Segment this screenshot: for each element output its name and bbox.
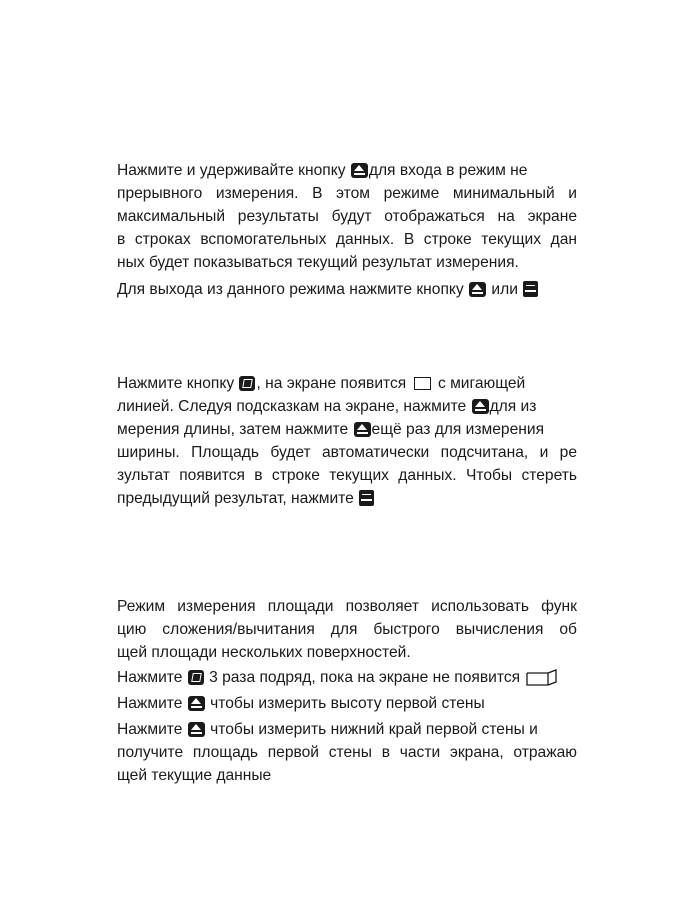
s2-text: с мигающей	[437, 375, 526, 392]
read-key-icon	[354, 422, 371, 437]
s3-line-4	[117, 667, 577, 689]
s1-line-6	[117, 279, 577, 301]
s2-text: ещё раз для измерения	[371, 421, 545, 438]
wall-area-icon	[526, 669, 558, 686]
s2-text: мерения длины, затем нажмите	[117, 421, 349, 438]
s3-text: Нажмите	[117, 695, 183, 712]
s1-text: Для выхода из данного режима нажмите кнопку	[117, 281, 464, 298]
s3-line-8: щей текущие данные	[117, 767, 272, 784]
s2-line-6	[117, 488, 577, 510]
s1-line-1	[117, 160, 577, 182]
s2-line-4: ширины. Площадь будет автоматически подсчитана, и ре	[117, 444, 577, 461]
s2-line-3	[117, 419, 577, 441]
s3-text: чтобы измерить нижний край первой стены и	[210, 721, 538, 738]
read-key-icon	[351, 163, 368, 178]
s1-line-3: максимальный результаты будут отображаться на экране	[117, 208, 577, 225]
s1-text: или	[491, 281, 518, 298]
s1-line-2: прерывного измерения. В этом режиме минимальный и	[117, 185, 577, 202]
s3-line-7: получите площадь первой стены в части экрана, отражаю	[117, 744, 577, 761]
s3-text: чтобы измерить высоту первой стены	[210, 695, 485, 712]
s3-text: Нажмите	[117, 721, 183, 738]
s2-line-2	[117, 396, 577, 418]
s3-text: Нажмите	[117, 669, 183, 686]
function-key-icon	[188, 670, 204, 685]
s3-line-5	[117, 693, 577, 715]
s2-text: , на экране появится	[256, 375, 407, 392]
read-key-icon	[188, 722, 205, 737]
s2-text: линией. Следуя подсказкам на экране, нажмите	[117, 398, 467, 415]
s2-line-1	[117, 373, 577, 395]
s1-text: для входа в режим не	[368, 162, 528, 179]
s3-text: 3 раза подряд, пока на экране не появится	[209, 669, 521, 686]
s2-text: предыдущий результат, нажмите	[117, 490, 354, 507]
clear-key-icon	[359, 490, 374, 506]
read-key-icon	[188, 696, 205, 711]
s1-text: Нажмите и удерживайте кнопку	[117, 162, 346, 179]
s2-text: для из	[489, 398, 537, 415]
s3-line-1: Режим измерения площади позволяет использовать функ	[117, 598, 577, 615]
s3-line-2: цию сложения/вычитания для быстрого вычисления об	[117, 621, 577, 638]
clear-key-icon	[523, 281, 538, 297]
s1-line-4: в строках вспомогательных данных. В строке текущих дан	[117, 231, 577, 248]
s2-text: Нажмите кнопку	[117, 375, 235, 392]
s2-line-5: зультат появится в строке текущих данных. Чтобы стереть	[117, 467, 577, 484]
function-key-icon	[239, 376, 255, 391]
read-key-icon	[469, 282, 486, 297]
s3-line-3: щей площади нескольких поверхностей.	[117, 644, 411, 661]
s3-line-6	[117, 719, 577, 741]
read-key-icon	[472, 399, 489, 414]
rectangle-icon	[414, 377, 431, 390]
s1-line-5: ных будет показываться текущий результат измерения.	[117, 254, 519, 271]
